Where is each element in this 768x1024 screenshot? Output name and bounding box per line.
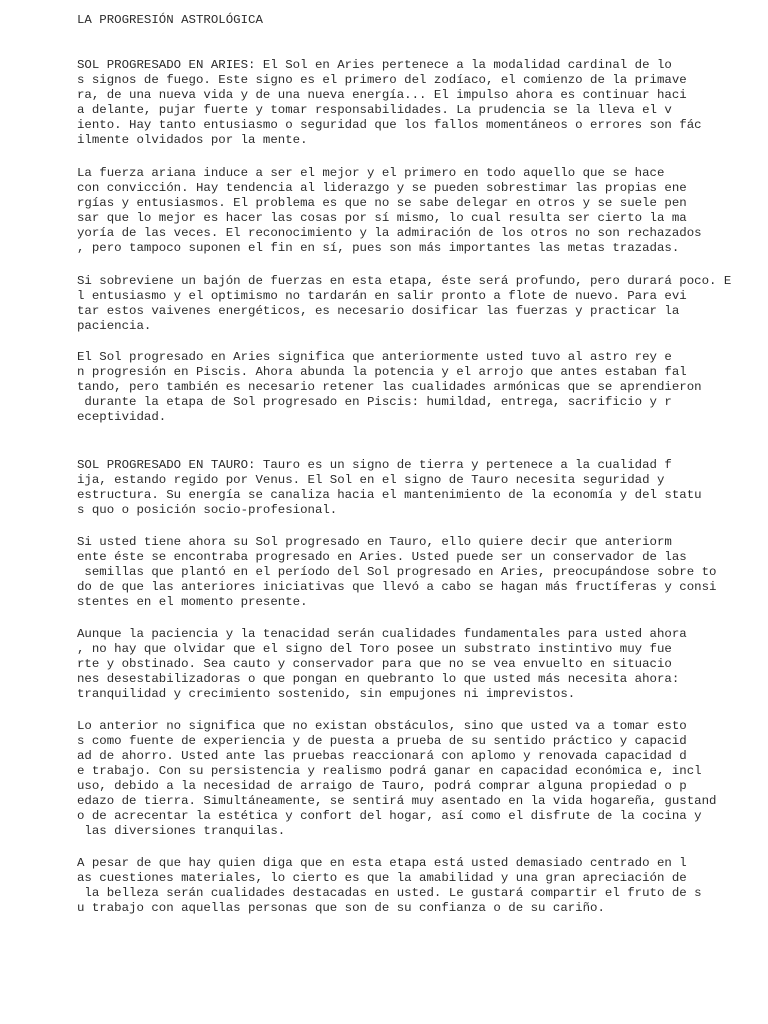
text-line: nes desestabilizadoras o que pongan en quebranto lo que usted más necesita ahora: xyxy=(77,672,680,686)
text-line: ilmente olvidados por la mente. xyxy=(77,133,308,147)
text-line: estructura. Su energía se canaliza hacia el mantenimiento de la economía y del statu xyxy=(77,488,702,502)
text-line: rte y obstinado. Sea cauto y conservador para que no se vea envuelto en situacio xyxy=(77,657,672,671)
text-line: SOL PROGRESADO EN ARIES: El Sol en Aries pertenece a la modalidad cardinal de lo xyxy=(77,58,672,72)
text-line: u trabajo con aquellas personas que son de su confianza o de su cariño. xyxy=(77,901,605,915)
text-line: tar estos vaivenes energéticos, es necesario dosificar las fuerzas y practicar la xyxy=(77,304,680,318)
text-line: ija, estando regido por Venus. El Sol en el signo de Tauro necesita seguridad y xyxy=(77,473,665,487)
text-line: s como fuente de experiencia y de puesta a prueba de su sentido práctico y capacid xyxy=(77,734,687,748)
text-line: Si sobreviene un bajón de fuerzas en esta etapa, éste será profundo, pero durará poco. E xyxy=(77,274,732,288)
text-line: tando, pero también es necesario retener las cualidades armónicas que se aprendieron xyxy=(77,380,702,394)
text-line: yoría de las veces. El reconocimiento y la admiración de los otros no son rechazados xyxy=(77,226,702,240)
text-line: durante la etapa de Sol progresado en Piscis: humildad, entrega, sacrificio y r xyxy=(77,395,672,409)
text-line: s signos de fuego. Este signo es el primero del zodíaco, el comienzo de la primave xyxy=(77,73,687,87)
text-line: ad de ahorro. Usted ante las pruebas reaccionará con aplomo y renovada capacidad d xyxy=(77,749,687,763)
text-line: paciencia. xyxy=(77,319,152,333)
text-line: La fuerza ariana induce a ser el mejor y el primero en todo aquello que se hace xyxy=(77,166,665,180)
text-line: uso, debido a la necesidad de arraigo de Tauro, podrá comprar alguna propiedad o p xyxy=(77,779,687,793)
text-line: rgías y entusiasmos. El problema es que no se sabe delegar en otros y se suele pen xyxy=(77,196,687,210)
text-line: eceptividad. xyxy=(77,410,167,424)
text-line: Aunque la paciencia y la tenacidad serán cualidades fundamentales para usted ahora xyxy=(77,627,687,641)
text-line: SOL PROGRESADO EN TAURO: Tauro es un signo de tierra y pertenece a la cualidad f xyxy=(77,458,672,472)
text-line: stentes en el momento presente. xyxy=(77,595,308,609)
text-line: Lo anterior no significa que no existan obstáculos, sino que usted va a tomar esto xyxy=(77,719,687,733)
text-line: e trabajo. Con su persistencia y realismo podrá ganar en capacidad económica e, incl xyxy=(77,764,702,778)
document-title: LA PROGRESIÓN ASTROLÓGICA xyxy=(77,13,263,27)
text-line: edazo de tierra. Simultáneamente, se sentirá muy asentado en la vida hogareña, gustand xyxy=(77,794,717,808)
text-line: A pesar de que hay quien diga que en esta etapa está usted demasiado centrado en l xyxy=(77,856,687,870)
text-line: con convicción. Hay tendencia al liderazgo y se pueden sobrestimar las propias ene xyxy=(77,181,687,195)
text-line: ente éste se encontraba progresado en Aries. Usted puede ser un conservador de las xyxy=(77,550,687,564)
text-line: Si usted tiene ahora su Sol progresado en Tauro, ello quiere decir que anteriorm xyxy=(77,535,672,549)
text-line: do de que las anteriores iniciativas que llevó a cabo se hagan más fructíferas y consi xyxy=(77,580,717,594)
text-line: semillas que plantó en el período del Sol progresado en Aries, preocupándose sobre to xyxy=(77,565,717,579)
text-line: tranquilidad y crecimiento sostenido, sin empujones ni imprevistos. xyxy=(77,687,576,701)
text-line: o de acrecentar la estética y confort del hogar, así como el disfrute de la cocina y xyxy=(77,809,702,823)
text-line: , no hay que olvidar que el signo del Toro posee un substrato instintivo muy fue xyxy=(77,642,672,656)
text-line: ra, de una nueva vida y de una nueva energía... El impulso ahora es continuar haci xyxy=(77,88,687,102)
text-line: , pero tampoco suponen el fin en sí, pues son más importantes las metas trazadas. xyxy=(77,241,680,255)
text-line: sar que lo mejor es hacer las cosas por sí mismo, lo cual resulta ser cierto la ma xyxy=(77,211,687,225)
text-line: as cuestiones materiales, lo cierto es que la amabilidad y una gran apreciación de xyxy=(77,871,687,885)
text-line: s quo o posición socio-profesional. xyxy=(77,503,338,517)
text-line: iento. Hay tanto entusiasmo o seguridad que los fallos momentáneos o errores son fác xyxy=(77,118,702,132)
text-line: las diversiones tranquilas. xyxy=(77,824,286,838)
text-line: n progresión en Piscis. Ahora abunda la potencia y el arrojo que antes estaban fal xyxy=(77,365,687,379)
text-line: El Sol progresado en Aries significa que anteriormente usted tuvo al astro rey e xyxy=(77,350,672,364)
text-line: l entusiasmo y el optimismo no tardarán en salir pronto a flote de nuevo. Para evi xyxy=(77,289,687,303)
text-line: la belleza serán cualidades destacadas en usted. Le gustará compartir el fruto de s xyxy=(77,886,702,900)
text-line: a delante, pujar fuerte y tomar responsabilidades. La prudencia se la lleva el v xyxy=(77,103,672,117)
